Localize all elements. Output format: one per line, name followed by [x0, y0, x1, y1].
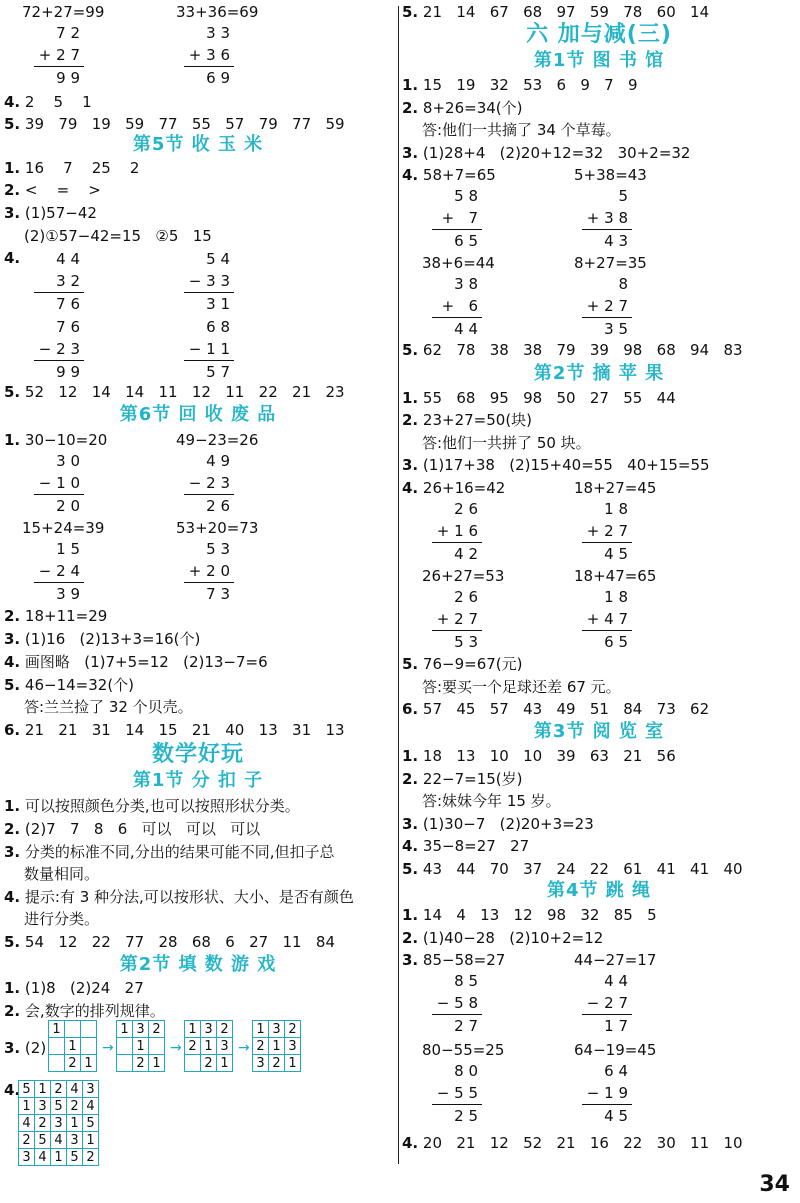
q-num: 4.: [402, 166, 419, 184]
grid-cell: 1: [149, 1055, 165, 1072]
eq: 18+47=65: [574, 567, 657, 585]
answer: 答:他们一共拼了 50 块。: [422, 434, 591, 452]
calc-row: + 2 7: [586, 297, 628, 315]
q-num: 5.: [4, 383, 21, 401]
answer: (2)7 7 8 6 可以 可以 可以: [24, 820, 261, 838]
eq: 58+7=65: [422, 166, 496, 184]
calc-row: 3 3: [206, 24, 230, 42]
grid-cell: 4: [67, 1081, 83, 1098]
grid-cell: 1: [67, 1115, 83, 1132]
grid-cell: 2: [67, 1098, 83, 1115]
vertical-calc: [584, 1060, 634, 1127]
q-num: 5.: [402, 655, 419, 673]
section-heading: 第4节 跳 绳: [546, 880, 652, 901]
answer: 进行分类。: [24, 910, 100, 928]
grid-cell: 3: [133, 1021, 149, 1038]
grid-cell: 3: [67, 1132, 83, 1149]
answer: 画图略 (1)7+5=12 (2)13−7=6: [24, 653, 268, 671]
grid-cell: 1: [19, 1098, 35, 1115]
q-num: 4.: [4, 653, 21, 671]
number-grid: [184, 1020, 233, 1072]
calc-row: + 1 6: [436, 522, 478, 540]
calc-row: 8: [608, 275, 628, 293]
calc-row: − 1 0: [38, 474, 80, 492]
answer: 14 4 13 12 98 32 85 5: [422, 906, 657, 924]
eq: 5+38=43: [574, 166, 647, 184]
answer: 数量相同。: [24, 865, 100, 883]
answer: (1)17+38 (2)15+40=55 40+15=55: [422, 456, 710, 474]
answer: 35−8=27 27: [422, 837, 530, 855]
calc-row: 6 8: [206, 318, 230, 336]
calc-row: 3 1: [206, 295, 230, 313]
calc-row: 7 3: [206, 585, 230, 603]
answer: 57 45 57 43 49 51 84 73 62: [422, 700, 710, 718]
grid-cell: [81, 1038, 97, 1055]
grid-cell: 5: [51, 1098, 67, 1115]
grid-cell: [185, 1055, 201, 1072]
grid-cell: 3: [285, 1038, 301, 1055]
eq: 33+36=69: [176, 3, 259, 21]
calc-row: 6 5: [454, 232, 478, 250]
answer: 22−7=15(岁): [422, 770, 523, 788]
vertical-calc: [584, 586, 634, 653]
grid-cell: 3: [217, 1038, 233, 1055]
q-num: 3.: [402, 456, 419, 474]
grid-cell: 4: [19, 1115, 35, 1132]
vertical-calc: [584, 185, 634, 252]
calc-row: − 2 7: [586, 994, 628, 1012]
answer: 23+27=50(块): [422, 411, 533, 429]
q-num: 3.: [402, 144, 419, 162]
eq: 72+27=99: [22, 3, 105, 21]
answer: 46−14=32(个): [24, 676, 135, 694]
vertical-calc: [434, 498, 484, 565]
answer: 18 13 10 10 39 63 21 56: [422, 747, 676, 765]
answer: (1)57−42: [24, 204, 97, 222]
answer: 62 78 38 38 79 39 98 68 94 83: [422, 341, 743, 359]
section-heading: 第1节 分 扣 子: [132, 770, 264, 791]
answer: 18+11=29: [24, 607, 108, 625]
calc-row: 5 3: [454, 633, 478, 651]
calc-row: + 3 6: [188, 46, 230, 64]
calc-row: − 2 4: [38, 562, 80, 580]
grid-cell: [65, 1021, 81, 1038]
calc-row: 4 9: [206, 452, 230, 470]
number-grid: [48, 1020, 97, 1072]
section-heading: 第3节 阅 览 室: [533, 721, 665, 742]
eq: 8+27=35: [574, 254, 647, 272]
q-num: 2.: [402, 929, 419, 947]
section-heading: 第2节 摘 苹 果: [533, 363, 665, 384]
vertical-calc: [434, 185, 484, 252]
page-number: 34: [759, 1172, 790, 1197]
grid-cell: 1: [201, 1038, 217, 1055]
q-num: 5.: [4, 933, 21, 951]
answer: (1)30−7 (2)20+3=23: [422, 815, 594, 833]
grid-cell: 1: [65, 1038, 81, 1055]
answer: 39 79 19 59 77 55 57 79 77 59: [24, 115, 345, 133]
calc-row: + 6: [441, 297, 478, 315]
q-num: 2.: [402, 770, 419, 788]
q-num: 1.: [4, 979, 21, 997]
grid-cell: 1: [133, 1038, 149, 1055]
calc-row: − 5 8: [436, 994, 478, 1012]
calc-row: 9 9: [56, 69, 80, 87]
grid-cell: 2: [217, 1021, 233, 1038]
number-grid: [252, 1020, 301, 1072]
q-num: 2.: [4, 181, 21, 199]
calc-row: 5 4: [206, 250, 230, 268]
grid-cell: 2: [65, 1055, 81, 1072]
answer: 21 21 31 14 15 21 40 13 31 13: [24, 721, 345, 739]
calc-row: 3 0: [56, 452, 80, 470]
column-divider: [398, 6, 399, 1164]
grid-cell: 2: [51, 1081, 67, 1098]
answer: 54 12 22 77 28 68 6 27 11 84: [24, 933, 335, 951]
calc-row: 8 5: [454, 972, 478, 990]
eq: 26+16=42: [422, 479, 506, 497]
eq: 53+20=73: [176, 519, 259, 537]
grid-cell: 1: [83, 1132, 99, 1149]
vertical-calc: [36, 538, 86, 605]
grid-cell: 2: [19, 1132, 35, 1149]
calc-row: 1 7: [604, 1017, 628, 1035]
calc-row: + 2 0: [188, 562, 230, 580]
answer: (1)40−28 (2)10+2=12: [422, 929, 604, 947]
q-num: 5.: [4, 676, 21, 694]
grid-cell: 1: [285, 1055, 301, 1072]
q-num: 2.: [4, 607, 21, 625]
grid-cell: [149, 1038, 165, 1055]
grid-cell: 4: [51, 1132, 67, 1149]
grid-cell: 1: [81, 1055, 97, 1072]
calc-row: 6 9: [206, 69, 230, 87]
grid-cell: 1: [269, 1038, 285, 1055]
answer: 76−9=67(元): [422, 655, 523, 673]
q-num: 3.: [4, 204, 21, 222]
q-num: 5.: [402, 3, 419, 21]
number-grid: [116, 1020, 165, 1072]
vertical-calc: [186, 248, 236, 315]
calc-row: 3 2: [56, 272, 80, 290]
calc-row: 5 3: [206, 540, 230, 558]
calc-row: 7 6: [56, 295, 80, 313]
arrow-right-icon: →: [170, 1040, 182, 1056]
q-num: 4.: [4, 93, 21, 111]
grid-cell: 3: [269, 1021, 285, 1038]
vertical-calc: [434, 970, 484, 1037]
calc-row: 3 8: [454, 275, 478, 293]
calc-row: + 7: [441, 209, 478, 227]
calc-row: 5: [608, 187, 628, 205]
grid-cell: 1: [217, 1055, 233, 1072]
eq: 15+24=39: [22, 519, 105, 537]
section-heading: 第1节 图 书 馆: [533, 50, 665, 71]
q-num: 6.: [402, 700, 419, 718]
eq: 18+27=45: [574, 479, 657, 497]
calc-row: − 5 5: [436, 1084, 478, 1102]
eq: 26+27=53: [422, 567, 505, 585]
calc-row: 9 9: [56, 363, 80, 381]
section-heading: 第6节 回 收 废 品: [119, 404, 277, 425]
q-num: 3.: [4, 630, 21, 648]
q-num: 5.: [402, 860, 419, 878]
grid-cell: 5: [83, 1115, 99, 1132]
eq: 44−27=17: [574, 951, 657, 969]
grid-cell: 5: [67, 1149, 83, 1166]
answer: 43 44 70 37 24 22 61 41 41 40: [422, 860, 743, 878]
answer: 21 14 67 68 97 59 78 60 14: [422, 3, 710, 21]
answer: 55 68 95 98 50 27 55 44: [422, 389, 676, 407]
chapter-heading: 六 加与减(三): [526, 22, 672, 47]
section-heading: 第2节 填 数 游 戏: [119, 954, 277, 975]
calc-row: 4 4: [56, 250, 80, 268]
vertical-calc: [36, 450, 86, 517]
calc-row: 2 6: [454, 500, 478, 518]
answer: 答:兰兰捡了 32 个贝壳。: [24, 698, 193, 716]
calc-row: + 2 7: [586, 522, 628, 540]
calc-row: 4 3: [604, 232, 628, 250]
chapter-heading: 数学好玩: [151, 742, 244, 767]
grid-cell: 1: [35, 1081, 51, 1098]
calc-row: 1 8: [604, 588, 628, 606]
grid-cell: 2: [269, 1055, 285, 1072]
calc-row: 7 2: [56, 24, 80, 42]
grid-cell: 2: [149, 1021, 165, 1038]
vertical-calc: [434, 273, 484, 340]
calc-row: 3 9: [56, 585, 80, 603]
vertical-calc: [36, 22, 86, 89]
grid-cell: 1: [185, 1021, 201, 1038]
grid-cell: 2: [253, 1038, 269, 1055]
calc-row: 3 5: [604, 320, 628, 338]
grid-cell: [49, 1038, 65, 1055]
q-num: 2.: [4, 1002, 21, 1020]
grid-cell: 1: [253, 1021, 269, 1038]
grid-cell: 4: [83, 1098, 99, 1115]
answer: 答:要买一个足球还差 67 元。: [422, 678, 621, 696]
q-num: 1.: [402, 747, 419, 765]
answer: 分类的标准不同,分出的结果可能不同,但扣子总: [24, 843, 335, 861]
calc-row: + 4 7: [586, 610, 628, 628]
grid-cell: 5: [19, 1081, 35, 1098]
q-num: 3.: [4, 843, 21, 861]
q-num: 1.: [4, 159, 21, 177]
calc-row: 4 4: [454, 320, 478, 338]
vertical-calc: [584, 970, 634, 1037]
calc-row: 6 4: [604, 1062, 628, 1080]
calc-row: 2 6: [206, 497, 230, 515]
answer: 20 21 12 52 21 16 22 30 11 10: [422, 1134, 743, 1152]
calc-row: − 2 3: [188, 474, 230, 492]
vertical-calc: [434, 1060, 484, 1127]
answer: (1)16 (2)13+3=16(个): [24, 630, 201, 648]
grid-cell: 2: [201, 1055, 217, 1072]
q-num: 4.: [4, 249, 21, 267]
calc-row: − 3 3: [188, 272, 230, 290]
grid-cell: 3: [253, 1055, 269, 1072]
grid-cell: 2: [285, 1021, 301, 1038]
grid-cell: 1: [51, 1149, 67, 1166]
calc-row: 1 5: [56, 540, 80, 558]
answer: (1)8 (2)24 27: [24, 979, 144, 997]
eq: 38+6=44: [422, 254, 495, 272]
section-heading: 第5节 收 玉 米: [132, 134, 264, 155]
eq: 30−10=20: [24, 431, 108, 449]
calc-row: − 1 9: [586, 1084, 628, 1102]
q-num: 3.: [4, 1039, 21, 1057]
grid-cell: [117, 1055, 133, 1072]
calc-row: 4 2: [454, 545, 478, 563]
q-num: 5.: [402, 341, 419, 359]
q-num: 4.: [4, 1081, 21, 1099]
q-num: 2.: [4, 820, 21, 838]
answer: 可以按照颜色分类,也可以按照形状分类。: [24, 797, 300, 815]
grid-cell: 3: [201, 1021, 217, 1038]
grid-cell: [81, 1021, 97, 1038]
calc-row: 2 7: [454, 1017, 478, 1035]
grid-cell: [117, 1038, 133, 1055]
answer: 16 7 25 2: [24, 159, 140, 177]
grid-cell: 3: [35, 1098, 51, 1115]
calc-row: + 3 8: [586, 209, 628, 227]
q-num: 4.: [402, 479, 419, 497]
vertical-calc: [584, 498, 634, 565]
answer: 答:妹妹今年 15 岁。: [422, 792, 561, 810]
answer: 2 5 1: [24, 93, 92, 111]
q-num: 3.: [402, 951, 419, 969]
grid-cell: 1: [117, 1021, 133, 1038]
calc-row: 7 6: [56, 318, 80, 336]
q-num: 6.: [4, 721, 21, 739]
calc-row: 4 5: [604, 545, 628, 563]
eq: 85−58=27: [422, 951, 506, 969]
grid-cell: 2: [133, 1055, 149, 1072]
arrow-right-icon: →: [238, 1040, 250, 1056]
grid-cell: 3: [19, 1149, 35, 1166]
calc-row: 6 5: [604, 633, 628, 651]
q-num: 1.: [402, 906, 419, 924]
vertical-calc: [186, 538, 236, 605]
answer: 8+26=34(个): [422, 99, 523, 117]
answer: (2)①57−42=15 ②5 15: [24, 227, 212, 245]
eq: 64−19=45: [574, 1041, 657, 1059]
grid-cell: 2: [35, 1115, 51, 1132]
eq: 49−23=26: [176, 431, 259, 449]
calc-row: 4 4: [604, 972, 628, 990]
grid-cell: 4: [35, 1149, 51, 1166]
grid-cell: 3: [83, 1081, 99, 1098]
answer: 提示:有 3 种分法,可以按形状、大小、是否有颜色: [24, 888, 354, 906]
arrow-right-icon: →: [102, 1040, 114, 1056]
q-num: 4.: [402, 837, 419, 855]
q-num: 3.: [402, 815, 419, 833]
q-num: 5.: [4, 115, 21, 133]
q-num: 2.: [402, 411, 419, 429]
answer: 15 19 32 53 6 9 7 9: [422, 76, 638, 94]
vertical-calc: [186, 22, 236, 89]
q-num: 4.: [402, 1134, 419, 1152]
q-num: 1.: [402, 389, 419, 407]
calc-row: + 2 7: [38, 46, 80, 64]
eq: 80−55=25: [422, 1041, 505, 1059]
grid-cell: [49, 1055, 65, 1072]
answer: 答:他们一共摘了 34 个草莓。: [422, 121, 621, 139]
answer: 会,数字的排列规律。: [24, 1002, 165, 1020]
calc-row: 5 8: [454, 187, 478, 205]
q-num: 2.: [402, 99, 419, 117]
answer: 52 12 14 14 11 12 11 22 21 23: [24, 383, 345, 401]
q-num: 4.: [4, 888, 21, 906]
grid-cell: 5: [35, 1132, 51, 1149]
q-num: 1.: [4, 797, 21, 815]
answer: < = >: [24, 181, 101, 199]
number-grid: [18, 1080, 99, 1166]
q-num: 1.: [4, 431, 21, 449]
vertical-calc: [434, 586, 484, 653]
grid-cell: 3: [51, 1115, 67, 1132]
calc-row: 5 7: [206, 363, 230, 381]
calc-row: 2 5: [454, 1107, 478, 1125]
q-num: 1.: [402, 76, 419, 94]
calc-row: 8 0: [454, 1062, 478, 1080]
calc-row: − 2 3: [38, 340, 80, 358]
calc-row: 4 5: [604, 1107, 628, 1125]
grid-cell: 2: [83, 1149, 99, 1166]
vertical-calc: [186, 316, 236, 383]
calc-row: + 2 7: [436, 610, 478, 628]
calc-row: 2 0: [56, 497, 80, 515]
grid-cell: 2: [185, 1038, 201, 1055]
vertical-calc: [584, 273, 634, 340]
answer: (2): [24, 1039, 47, 1057]
calc-row: 1 8: [604, 500, 628, 518]
vertical-calc: [186, 450, 236, 517]
grid-cell: 1: [49, 1021, 65, 1038]
vertical-calc: [36, 316, 86, 383]
vertical-calc: [36, 248, 86, 315]
calc-row: 2 6: [454, 588, 478, 606]
answer: (1)28+4 (2)20+12=32 30+2=32: [422, 144, 691, 162]
calc-row: − 1 1: [188, 340, 230, 358]
